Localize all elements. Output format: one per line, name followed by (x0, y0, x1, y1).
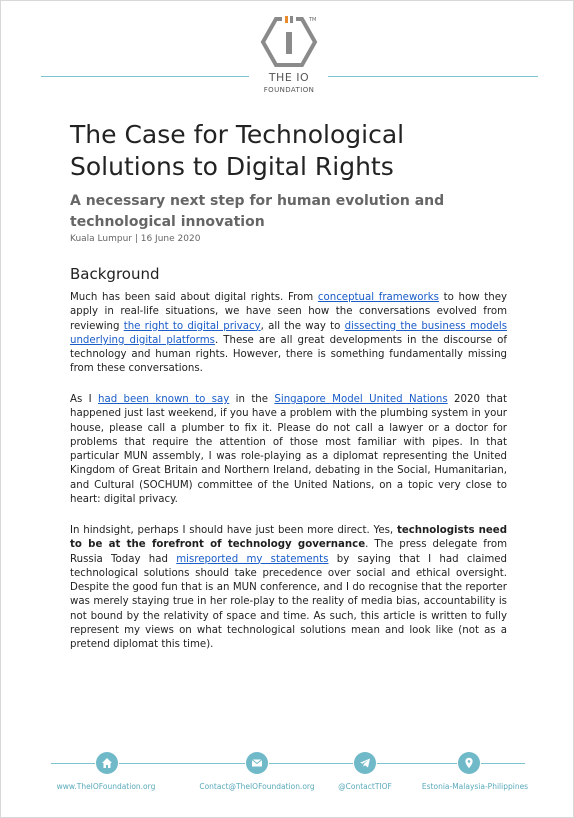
brand-name: THE IO (268, 71, 310, 84)
byline: Kuala Lumpur | 16 June 2020 (70, 234, 201, 244)
footer-divider-2 (119, 763, 245, 764)
footer-divider-1 (51, 763, 95, 764)
subtitle-line-2: technological innovation (70, 214, 265, 230)
p1-text-3: , all the way to (260, 320, 345, 332)
p2-text-3: 2020 that happened just last weekend, if you have a problem with the plumbing system in your house, please call a plumber to fix it. Please do not call a lawyer or a doctor for problems that require the attention of those most familiar with pipes. In that particular MUN assembly, I was role-playing as a diplomat representing the United Kingdom of Great Britain and Northern Ireland, debating in the Social, Humanitarian, and Cultural (SOCHUM) committee of the United Nations, on a topic very close to heart: digital privacy. (70, 394, 508, 506)
telegram-icon[interactable] (354, 752, 376, 774)
header-divider-right (328, 76, 538, 77)
p2-text-1: As I (70, 394, 99, 405)
p3-bold-statement: technologists need to be at the forefront of technology governance (70, 525, 507, 551)
p3-text-3: by saying that I had claimed technological solutions should take precedence over social and ethical oversight. Despite the good fun that is an MUN conference, and I do recognise that the reporter was merely staying true in her role-play to the reality of media bias, accountability is not bound by the relativity of space and time. As such, this article is written to fully represent my views on what technological solutions mean and look like (not as a pretend diplomat this time). (70, 553, 508, 651)
home-icon[interactable] (96, 752, 118, 774)
link-had-been-known-to-say[interactable]: had been known to say (98, 394, 230, 405)
article-title (70, 119, 510, 183)
footer-divider-5 (481, 763, 525, 764)
brand-subtitle: FOUNDATION (263, 86, 315, 94)
link-misreported-statements[interactable]: misreported my statements (176, 553, 329, 565)
footer-divider-4 (377, 763, 457, 764)
title-line-1: The Case for Technological (70, 120, 405, 149)
footer-location: Estonia-Malaysia-Philippines (421, 782, 529, 791)
title-line-2: Solutions to Digital Rights (70, 152, 394, 181)
trademark-mark: TM (309, 17, 317, 23)
footer-telegram-link[interactable]: @ContactTIOF (338, 782, 392, 791)
header-divider-left (41, 76, 249, 77)
p1-text-1: Much has been said about digital rights. From (70, 292, 318, 303)
link-singapore-mun[interactable]: Singapore Model United Nations (274, 394, 448, 405)
p3-text-2: . The press delegate from Russia Today had (70, 539, 507, 565)
link-dissecting-business-models[interactable]: dissecting the business models underlying digital platforms (70, 320, 508, 346)
footer-website-link[interactable]: www.TheIOFoundation.org (56, 782, 156, 791)
p1-text-2: to how they apply in real-life situations, we have seen how the conversations evolved from reviewing (70, 292, 507, 332)
footer-divider-3 (269, 763, 353, 764)
p3-text-1: In hindsight, perhaps I should have just been more direct. Yes, (70, 525, 397, 536)
p2-text-2: in the (229, 394, 275, 405)
link-conceptual-frameworks[interactable]: conceptual frameworks (317, 292, 439, 303)
link-right-to-digital-privacy[interactable]: the right to digital privacy (123, 320, 261, 332)
io-foundation-logo (259, 15, 319, 73)
mail-icon[interactable] (246, 752, 268, 774)
paragraph-3 (70, 524, 507, 653)
p1-text-4: . These are all great developments in the discourse of technology and human rights. However, there is something fundamentally missing from these conversations. (70, 334, 508, 375)
article-subtitle (70, 191, 510, 233)
paragraph-1 (70, 291, 507, 377)
subtitle-line-1: A necessary next step for human evolution and (70, 193, 445, 209)
section-heading: Background (70, 265, 160, 283)
footer-email-link[interactable]: Contact@TheIOFoundation.org (199, 782, 315, 791)
location-pin-icon[interactable] (458, 752, 480, 774)
paragraph-2 (70, 393, 507, 507)
